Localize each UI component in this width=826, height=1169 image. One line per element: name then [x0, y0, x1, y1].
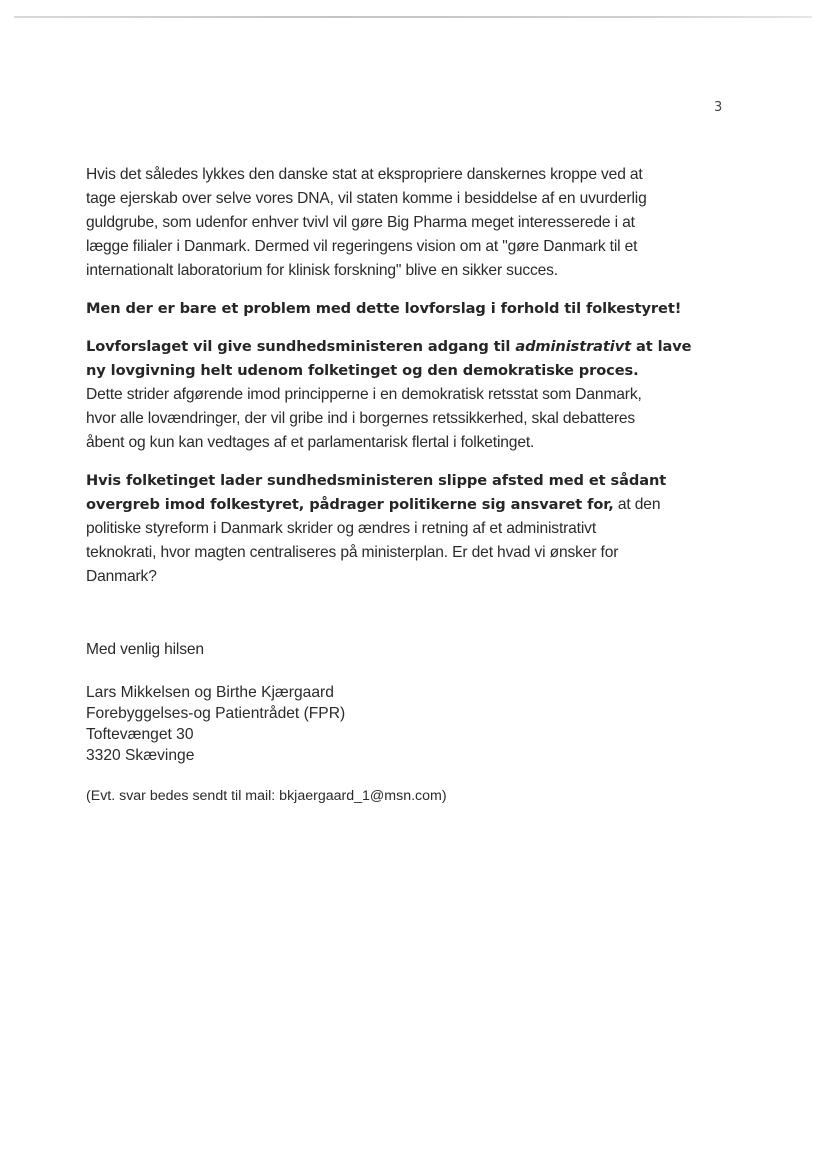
text-line: guldgrube, som udenfor enhver tvivl vil gøre Big Pharma meget interesserede i at — [86, 214, 635, 231]
bold-line: ny lovgivning helt udenom folketinget og den demokratiske proces. — [86, 362, 639, 379]
closing-greeting: Med venlig hilsen — [86, 641, 204, 658]
scan-edge-line — [14, 16, 812, 18]
bold-text: overgreb imod folkestyret, pådrager politikerne sig ansvaret for, — [86, 496, 614, 513]
text-line: Danmark? — [86, 568, 157, 585]
street-address: Toftevænget 30 — [86, 726, 194, 743]
paragraph-dna-expropriation — [86, 163, 647, 283]
organization-name: Forebyggelses-og Patientrådet (FPR) — [86, 705, 346, 722]
text-line: internationalt laboratorium for klinisk forskning" blive en sikker succes. — [86, 262, 558, 279]
text-line: tage ejerskab over selve vores DNA, vil staten komme i besiddelse af en uvurderlig — [86, 190, 647, 207]
postal-city: 3320 Skævinge — [86, 747, 195, 764]
text-line: teknokrati, hvor magten centraliseres på ministerplan. Er det hvad vi ønsker for — [86, 544, 619, 561]
page-number: 3 — [714, 100, 723, 115]
text-line: åbent og kun kan vedtages af et parlamentarisk flertal i folketinget. — [86, 434, 535, 451]
text-tail: at den — [613, 496, 661, 513]
text-line: Hvis det således lykkes den danske stat at ekspropriere danskernes kroppe ved at — [86, 166, 643, 183]
reply-email-note: (Evt. svar bedes sendt til mail: bkjaergaard_1@msn.com) — [86, 788, 447, 804]
mixed-line — [86, 493, 666, 517]
bold-line — [86, 335, 691, 359]
text-line: hvor alle lovændringer, der vil gribe ind i borgernes retssikkerhed, skal debatteres — [86, 410, 636, 427]
paragraph-administrative-law — [86, 335, 691, 455]
text-line: Dette strider afgørende imod principperne i en demokratisk retsstat som Danmark, — [86, 386, 642, 403]
text-line: politiske styreform i Danmark skrider og ændres i retning af et administrativt — [86, 520, 597, 537]
text-line: lægge filialer i Danmark. Dermed vil regeringens vision om at "gøre Danmark til et — [86, 238, 638, 255]
bold-text: Lovforslaget vil give sundhedsministeren adgang til — [86, 338, 516, 355]
emphasis-text: administrativt — [515, 338, 631, 355]
bold-line: Hvis folketinget lader sundhedsministeren slippe afsted med et sådant — [86, 472, 667, 489]
bold-statement: Men der er bare et problem med dette lovforslag i forhold til folkestyret! — [86, 300, 682, 317]
signer-names: Lars Mikkelsen og Birthe Kjærgaard — [86, 684, 334, 701]
signature-block — [86, 682, 345, 766]
paragraph-problem-heading — [86, 297, 681, 321]
paragraph-responsibility — [86, 469, 666, 589]
bold-text: at lave — [631, 338, 692, 355]
